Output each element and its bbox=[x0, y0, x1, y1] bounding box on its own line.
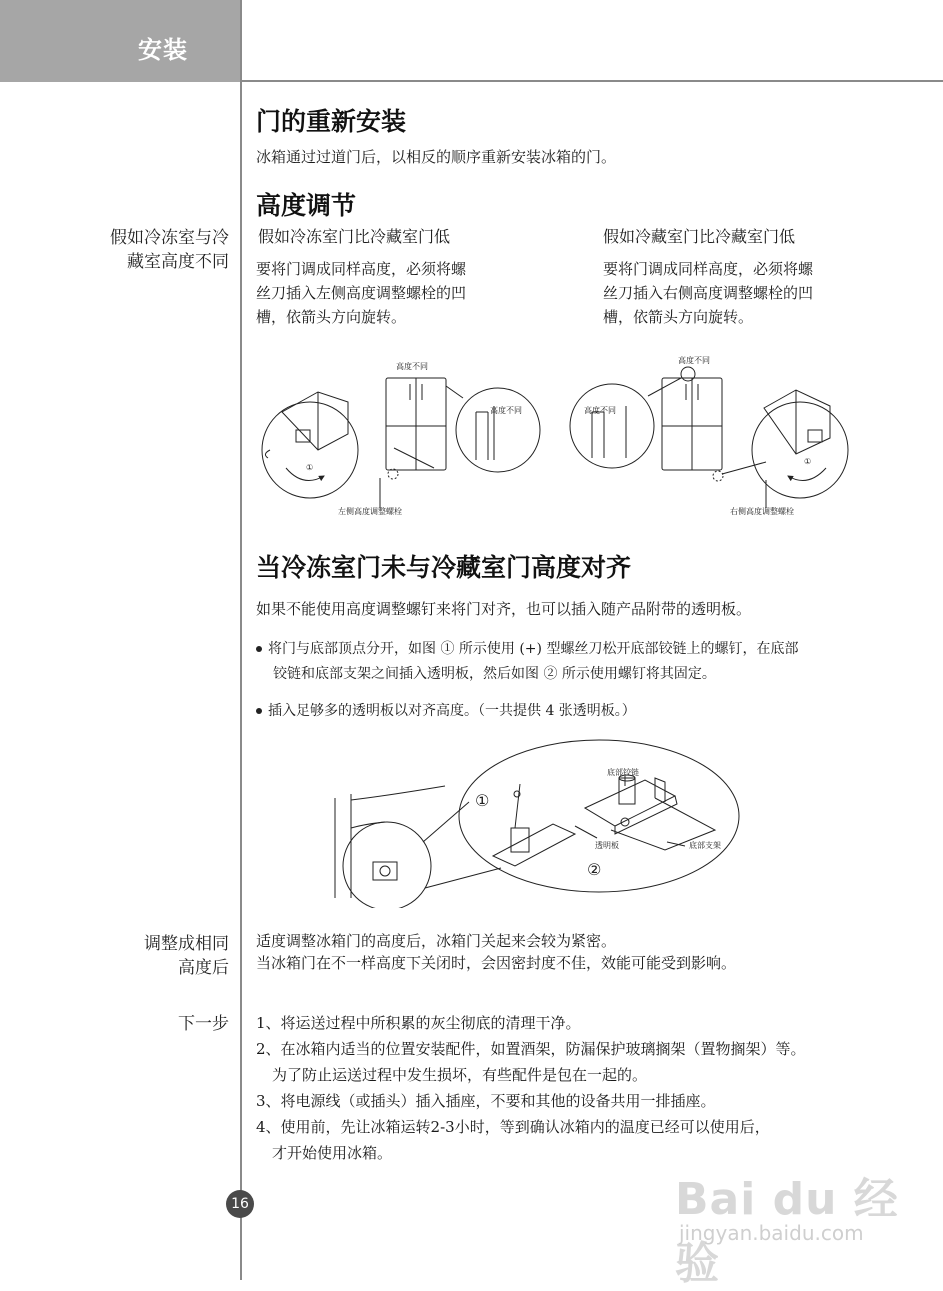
door-reinstall-text: 冰箱通过过道门后，以相反的顺序重新安装冰箱的门。 bbox=[256, 148, 617, 166]
header-rule bbox=[241, 80, 943, 82]
list-item: 1、将运送过程中所积累的灰尘彻底的清理干净。 bbox=[256, 1014, 581, 1032]
bullet-dot bbox=[256, 708, 262, 714]
magnifier-circle-left bbox=[262, 402, 358, 498]
right-case-heading: 假如冷藏室门比冷藏室门低 bbox=[603, 227, 796, 246]
next-step-list bbox=[256, 1010, 806, 1166]
label-transparent-plate: 透明板 bbox=[595, 841, 619, 850]
bullet-line: 插入足够多的透明板以对齐高度。（一共提供 4 张透明板。） bbox=[268, 703, 636, 719]
right-case-text bbox=[603, 257, 813, 329]
bullet-item bbox=[256, 699, 636, 724]
figure-hinge-plate bbox=[325, 738, 755, 908]
bullet-line: 将门与底部顶点分开，如图 ① 所示使用 (+) 型螺丝刀松开底部铰链上的螺钉，在底部 bbox=[268, 641, 799, 657]
label-right-bolt: 右侧高度调整螺栓 bbox=[730, 507, 794, 516]
list-item: 3、将电源线（或插头）插入插座，不要和其他的设备共用一排插座。 bbox=[256, 1092, 716, 1110]
side-label-line: 藏室高度不同 bbox=[127, 252, 229, 272]
side-label-line: 调整成相同 bbox=[144, 934, 229, 954]
label-step-2: ② bbox=[587, 860, 602, 879]
label-step-1: ① bbox=[804, 457, 812, 466]
side-label-next-step: 下一步 bbox=[178, 1014, 229, 1034]
text-line: 槽，依箭头方向旋转。 bbox=[603, 308, 754, 326]
section-tab bbox=[0, 0, 241, 82]
text-line: 槽，依箭头方向旋转。 bbox=[256, 308, 407, 326]
text-line: 当冰箱门在不一样高度下关闭时，会因密封度不佳，效能可能受到影响。 bbox=[256, 954, 737, 972]
left-case-text bbox=[256, 257, 466, 329]
text-line: 要将门调成同样高度，必须将螺 bbox=[603, 260, 814, 278]
margin-divider bbox=[240, 0, 242, 1280]
text-line: 要将门调成同样高度，必须将螺 bbox=[256, 260, 467, 278]
watermark-url: jingyan.baidu.com bbox=[679, 1221, 864, 1245]
magnifier-circle-left bbox=[570, 384, 654, 468]
side-label-line: 高度后 bbox=[178, 958, 229, 978]
list-item: 2、在冰箱内适当的位置安装配件，如置酒架，防漏保护玻璃搁架（置物搁架）等。 bbox=[256, 1040, 806, 1058]
figure-right-height-adjust bbox=[568, 350, 858, 520]
bullet-dot bbox=[256, 646, 262, 652]
after-adjust-text bbox=[256, 930, 736, 974]
label-bottom-bracket: 底部支架 bbox=[689, 841, 721, 850]
label-left-bolt: 左侧高度调整螺栓 bbox=[338, 507, 402, 516]
heading-height-adjust: 高度调节 bbox=[256, 191, 357, 220]
label-step-1: ① bbox=[475, 791, 490, 810]
bullet-line: 铰链和底部支架之间插入透明板，然后如图 ② 所示使用螺钉将其固定。 bbox=[273, 666, 716, 682]
magnifier-circle-right bbox=[456, 388, 540, 472]
side-label-height-diff bbox=[110, 226, 229, 274]
label-bottom-hinge: 底部铰链 bbox=[607, 768, 639, 777]
bullet-item bbox=[256, 637, 798, 687]
heading-door-reinstall: 门的重新安装 bbox=[256, 107, 407, 136]
label-height-diff-zoom: 高度不同 bbox=[490, 406, 522, 415]
watermark-brand: Bai du 经验 bbox=[675, 1174, 899, 1289]
label-height-diff-top: 高度不同 bbox=[396, 362, 428, 371]
figure-left-height-adjust bbox=[258, 350, 548, 520]
list-item: 才开始使用冰箱。 bbox=[272, 1144, 393, 1162]
misaligned-intro: 如果不能使用高度调整螺钉来将门对齐，也可以插入随产品附带的透明板。 bbox=[256, 600, 752, 618]
label-height-diff-zoom: 高度不同 bbox=[584, 406, 616, 415]
text-line: 丝刀插入左侧高度调整螺栓的凹 bbox=[256, 284, 467, 302]
list-item: 4、使用前，先让冰箱运转2-3小时，等到确认冰箱内的温度已经可以使用后， bbox=[256, 1118, 770, 1136]
list-item: 为了防止运送过程中发生损坏，有些配件是包在一起的。 bbox=[272, 1066, 648, 1084]
page-number: 16 bbox=[226, 1190, 254, 1218]
text-line: 适度调整冰箱门的高度后，冰箱门关起来会较为紧密。 bbox=[256, 932, 617, 950]
label-height-diff-top: 高度不同 bbox=[678, 356, 710, 365]
heading-door-misaligned: 当冷冻室门未与冷藏室门高度对齐 bbox=[256, 553, 632, 582]
left-case-heading: 假如冷冻室门比冷藏室门低 bbox=[258, 227, 451, 246]
side-label-after-adjust bbox=[144, 932, 229, 980]
detail-circle-small bbox=[343, 822, 431, 908]
text-line: 丝刀插入右侧高度调整螺栓的凹 bbox=[603, 284, 814, 302]
side-label-line: 假如冷冻室与冷 bbox=[110, 228, 229, 248]
section-tab-label: 安装 bbox=[138, 36, 188, 64]
label-step-1: ① bbox=[306, 463, 314, 472]
